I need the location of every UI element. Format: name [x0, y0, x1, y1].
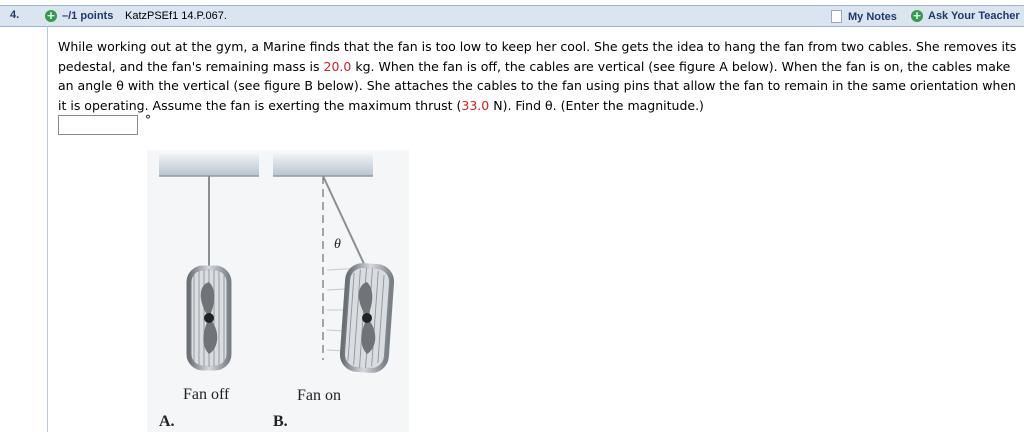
thrust-value: 33.0: [461, 97, 490, 113]
caption-fan-off: Fan off: [183, 386, 230, 403]
ceiling-b: [273, 154, 373, 176]
problem-text-1: While working out at the gym, a Marine finds that the fan is too low to keep her cool. She gets the idea to hang the fan from two cables. She removes its pedestal, and the fan's remaining mass is: [58, 39, 1017, 74]
answer-input[interactable]: [58, 115, 138, 135]
ceiling-a: [159, 154, 259, 176]
problem-reference: KatzPSEf1 14.P.067.: [125, 10, 227, 22]
figure-label-b: B.: [273, 413, 288, 430]
fan-figure-svg: [147, 150, 409, 432]
question-header: [0, 5, 1024, 27]
my-notes-button[interactable]: [831, 9, 897, 24]
problem-text-2: kg. When the fan is off, the cables are vertical (see figure A below). When the fan is on, the cables make an angle θ with the vertical (see figure B below). She attaches the cables to the fan using pins that allow the fan to remain in the same orientation when it is operating. Assume the fan is exerting the maximum thrust (: [58, 58, 1016, 113]
angle-theta-label: θ: [334, 237, 341, 252]
caption-fan-on: Fan on: [297, 387, 341, 404]
fan-figure: [147, 150, 409, 432]
expand-plus-icon[interactable]: +: [46, 9, 56, 22]
points-label: –/1 points: [62, 10, 114, 22]
my-notes-label: My Notes: [848, 10, 897, 23]
question-number: 4.: [10, 9, 20, 21]
ask-teacher-link[interactable]: Ask Your Teacher: [928, 10, 1020, 22]
figure-label-a: A.: [159, 413, 175, 430]
ask-teacher-plus-icon[interactable]: +: [912, 9, 922, 22]
problem-text: [58, 37, 1018, 115]
question-left-rule: [47, 27, 48, 432]
notes-icon: [831, 10, 842, 23]
mass-value: 20.0: [323, 58, 352, 74]
degree-unit: °: [145, 113, 151, 127]
problem-text-3: N). Find θ. (Enter the magnitude.): [489, 97, 704, 113]
